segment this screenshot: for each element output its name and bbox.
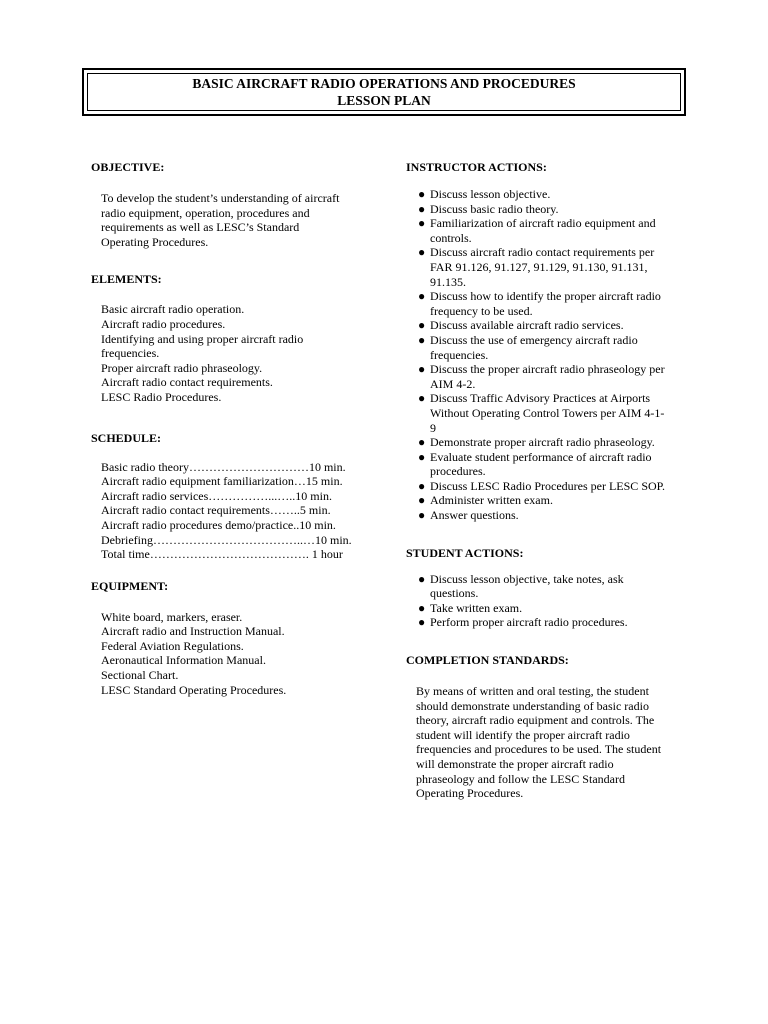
element-line: Aircraft radio contact requirements.: [101, 375, 273, 390]
equipment-line: Aircraft radio and Instruction Manual.: [101, 624, 285, 639]
element-line: Proper aircraft radio phraseology.: [101, 360, 263, 375]
objective-line: radio equipment, operation, procedures and: [101, 205, 310, 220]
element-line: Basic aircraft radio operation.: [101, 302, 245, 317]
equipment-heading: EQUIPMENT:: [91, 578, 169, 593]
schedule-row: Basic radio theory…………………………10 min.: [101, 459, 346, 474]
instructor-action-item-line: AIM 4-2.: [430, 376, 476, 391]
instructor-action-item-line: frequency to be used.: [430, 303, 533, 318]
student-action-item-line: Discuss lesson objective, take notes, ask: [430, 571, 624, 586]
completion-line: theory, aircraft radio equipment and controls. The: [416, 713, 655, 728]
bullet-icon: ●: [418, 332, 426, 347]
instructor-action-item-line: Answer questions.: [430, 508, 519, 523]
instructor-action-item-line: Discuss how to identify the proper aircraft radio: [430, 289, 661, 304]
instructor-action-item: [406, 187, 696, 202]
instructor-action-item-line: Discuss available aircraft radio services.: [430, 318, 624, 333]
bullet-icon: ●: [418, 449, 426, 464]
bullet-icon: ●: [418, 362, 426, 377]
bullet-icon: ●: [418, 600, 426, 615]
instructor-action-item-line: frequencies.: [430, 347, 489, 362]
document-subtitle: LESSON PLAN: [337, 93, 431, 108]
instructor-action-item-line: procedures.: [430, 464, 486, 479]
equipment-list: [91, 610, 391, 698]
instructor-action-item-line: Discuss basic radio theory.: [430, 201, 559, 216]
instructor-action-item-line: Discuss LESC Radio Procedures per LESC SOP.: [430, 478, 665, 493]
student-action-item: [406, 615, 696, 630]
bullet-icon: ●: [418, 216, 426, 231]
instructor-action-item-line: 91.135.: [430, 274, 466, 289]
instructor-action-item-line: FAR 91.126, 91.127, 91.129, 91.130, 91.131,: [430, 259, 648, 274]
bullet-icon: ●: [418, 571, 426, 586]
title-box: [82, 68, 686, 116]
bullet-icon: ●: [418, 201, 426, 216]
student-actions-list: [406, 572, 696, 630]
bullet-icon: ●: [418, 391, 426, 406]
schedule-row: Aircraft radio procedures demo/practice..10 min.: [101, 517, 336, 532]
instructor-action-item-line: Familiarization of aircraft radio equipment and: [430, 216, 656, 231]
bullet-icon: ●: [418, 187, 426, 201]
element-line: Aircraft radio procedures.: [101, 316, 226, 331]
instructor-action-item-line: Discuss Traffic Advisory Practices at Airports: [430, 391, 651, 406]
student-action-item: [406, 572, 696, 601]
instructor-action-item-line: Discuss the use of emergency aircraft radio: [430, 332, 638, 347]
bullet-icon: ●: [418, 318, 426, 333]
instructor-action-item: [406, 435, 696, 450]
bullet-icon: ●: [418, 615, 426, 630]
schedule-row: Aircraft radio contact requirements……..5 min.: [101, 503, 331, 518]
instructor-action-item: [406, 508, 696, 523]
schedule-row: Debriefing………………………………..…10 min.: [101, 532, 352, 547]
schedule-row: Aircraft radio equipment familiarization…15 min.: [101, 474, 343, 489]
instructor-action-item: [406, 318, 696, 333]
student-action-item-line: questions.: [430, 586, 479, 601]
bullet-icon: ●: [418, 245, 426, 260]
instructor-action-item-line: Discuss aircraft radio contact requirements per: [430, 245, 655, 260]
instructor-action-item: [406, 245, 696, 289]
objective-text: [91, 191, 391, 249]
instructor-action-item: [406, 202, 696, 217]
instructor-action-item-line: Discuss the proper aircraft radio phraseology per: [430, 362, 665, 377]
completion-line: phraseology and follow the LESC Standard: [416, 771, 625, 786]
elements-heading: ELEMENTS:: [91, 272, 162, 287]
instructor-action-item: [406, 391, 696, 435]
bullet-icon: ●: [418, 289, 426, 304]
schedule-row: Aircraft radio services……………...…..10 min.: [101, 488, 332, 503]
objective-line: Operating Procedures.: [101, 234, 209, 249]
element-line: LESC Radio Procedures.: [101, 389, 222, 404]
bullet-icon: ●: [418, 478, 426, 493]
elements-list: [91, 302, 391, 404]
student-action-item: [406, 601, 696, 616]
schedule-total-row: Total time…………………………………. 1 hour: [101, 547, 343, 562]
instructor-action-item: [406, 493, 696, 508]
instructor-action-item: [406, 216, 696, 245]
right-column: [406, 160, 696, 801]
completion-line: By means of written and oral testing, the student: [416, 684, 649, 699]
instructor-action-item-line: Discuss lesson objective.: [430, 187, 551, 201]
instructor-action-item: [406, 450, 696, 479]
student-action-item-line: Take written exam.: [430, 600, 523, 615]
equipment-line: White board, markers, eraser.: [101, 609, 243, 624]
completion-standards-heading: COMPLETION STANDARDS:: [406, 653, 569, 668]
instructor-action-item-line: Without Operating Control Towers per AIM 4-1-: [430, 405, 665, 420]
equipment-line: LESC Standard Operating Procedures.: [101, 682, 287, 697]
schedule-list: [91, 460, 391, 562]
completion-line: Operating Procedures.: [416, 786, 524, 801]
left-column: [91, 160, 391, 697]
instructor-action-item-line: 9: [430, 420, 436, 435]
instructor-action-item: [406, 362, 696, 391]
bullet-icon: ●: [418, 508, 426, 523]
bullet-icon: ●: [418, 435, 426, 450]
instructor-action-item: [406, 289, 696, 318]
equipment-line: Aeronautical Information Manual.: [101, 653, 266, 668]
instructor-action-item: [406, 479, 696, 494]
title-inner-frame: [87, 73, 681, 111]
objective-line: To develop the student’s understanding of aircraft: [101, 191, 340, 205]
instructor-action-item-line: Administer written exam.: [430, 493, 553, 508]
instructor-action-item-line: Demonstrate proper aircraft radio phraseology.: [430, 435, 655, 450]
student-action-item-line: Perform proper aircraft radio procedures.: [430, 615, 628, 630]
equipment-line: Federal Aviation Regulations.: [101, 638, 244, 653]
instructor-actions-list: [406, 187, 696, 523]
element-line: Identifying and using proper aircraft radio: [101, 331, 304, 346]
instructor-action-item-line: controls.: [430, 230, 472, 245]
student-actions-heading: STUDENT ACTIONS:: [406, 545, 524, 560]
objective-heading: OBJECTIVE:: [91, 160, 165, 174]
completion-line: student will identify the proper aircraft radio: [416, 727, 630, 742]
instructor-action-item: [406, 333, 696, 362]
completion-line: will demonstrate the proper aircraft radio: [416, 757, 614, 771]
equipment-line: Sectional Chart.: [101, 668, 179, 683]
instructor-actions-heading: INSTRUCTOR ACTIONS:: [406, 160, 547, 174]
completion-line: frequencies and procedures to be used. The student: [416, 742, 662, 757]
bullet-icon: ●: [418, 493, 426, 508]
element-line: frequencies.: [101, 346, 160, 361]
instructor-action-item-line: Evaluate student performance of aircraft radio: [430, 449, 652, 464]
objective-line: requirements as well as LESC’s Standard: [101, 220, 300, 235]
document-title: BASIC AIRCRAFT RADIO OPERATIONS AND PROCEDURES: [192, 76, 576, 91]
completion-standards-text: [406, 684, 696, 801]
completion-line: should demonstrate understanding of basic radio: [416, 698, 649, 713]
schedule-heading: SCHEDULE:: [91, 430, 162, 445]
